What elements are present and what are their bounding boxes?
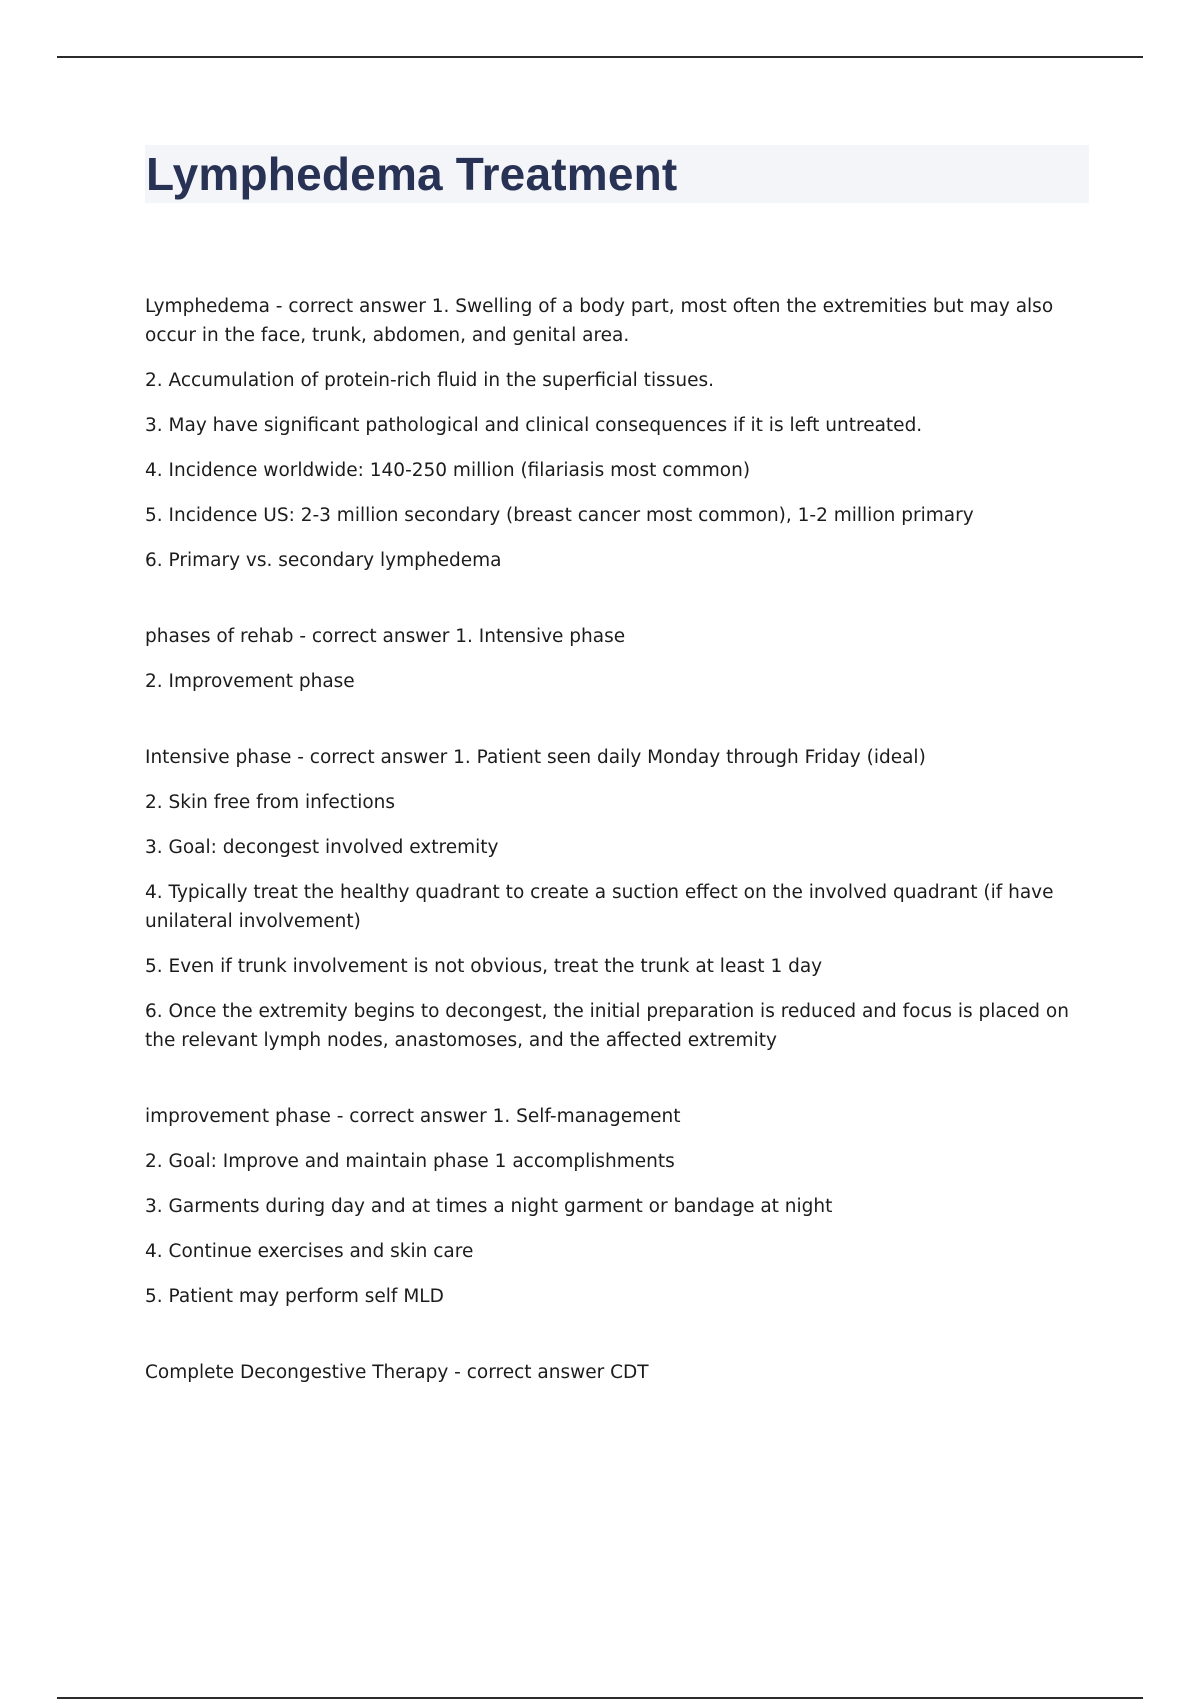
card-line: 3. May have significant pathological and clinical consequences if it is left untreated. <box>145 415 923 436</box>
card-line: 5. Patient may perform self MLD <box>145 1286 444 1307</box>
card-line: 5. Incidence US: 2-3 million secondary (breast cancer most common), 1-2 million primary <box>145 505 974 526</box>
top-divider <box>57 56 1143 58</box>
card-line: 5. Even if trunk involvement is not obvious, treat the trunk at least 1 day <box>145 956 823 977</box>
card-line: phases of rehab - correct answer 1. Intensive phase <box>145 626 626 647</box>
card-line: 4. Continue exercises and skin care <box>145 1241 474 1262</box>
flashcard-phases-of-rehab <box>145 622 1089 696</box>
card-line: 2. Accumulation of protein-rich fluid in the superficial tissues. <box>145 370 714 391</box>
card-line: 2. Skin free from infections <box>145 792 396 813</box>
card-line: 6. Primary vs. secondary lymphedema <box>145 550 502 571</box>
card-line: 2. Goal: Improve and maintain phase 1 accomplishments <box>145 1151 675 1172</box>
card-line: Intensive phase - correct answer 1. Patient seen daily Monday through Friday (ideal) <box>145 747 926 768</box>
flashcard-improvement-phase <box>145 1102 1089 1311</box>
flashcard-list <box>145 292 1089 1387</box>
card-line: 4. Typically treat the healthy quadrant to create a suction effect on the involved quadrant (if have unilateral involvement) <box>145 882 1054 932</box>
flashcard-lymphedema <box>145 292 1089 575</box>
card-line: 6. Once the extremity begins to decongest, the initial preparation is reduced and focus is placed on the relevant lymph nodes, anastomoses, and the affected extremity <box>145 1001 1069 1051</box>
card-line: Complete Decongestive Therapy - correct answer CDT <box>145 1362 649 1383</box>
bottom-divider <box>57 1697 1143 1699</box>
card-line: 3. Garments during day and at times a night garment or bandage at night <box>145 1196 833 1217</box>
flashcard-intensive-phase <box>145 743 1089 1055</box>
document-title: Lymphedema Treatment <box>146 148 678 200</box>
card-line: 3. Goal: decongest involved extremity <box>145 837 499 858</box>
card-line: Lymphedema - correct answer 1. Swelling of a body part, most often the extremities but may also occur in the face, trunk, abdomen, and genital area. <box>145 296 1054 346</box>
card-line: improvement phase - correct answer 1. Self-management <box>145 1106 681 1127</box>
card-line: 4. Incidence worldwide: 140-250 million (filariasis most common) <box>145 460 751 481</box>
flashcard-cdt <box>145 1358 1089 1387</box>
card-line: 2. Improvement phase <box>145 671 355 692</box>
